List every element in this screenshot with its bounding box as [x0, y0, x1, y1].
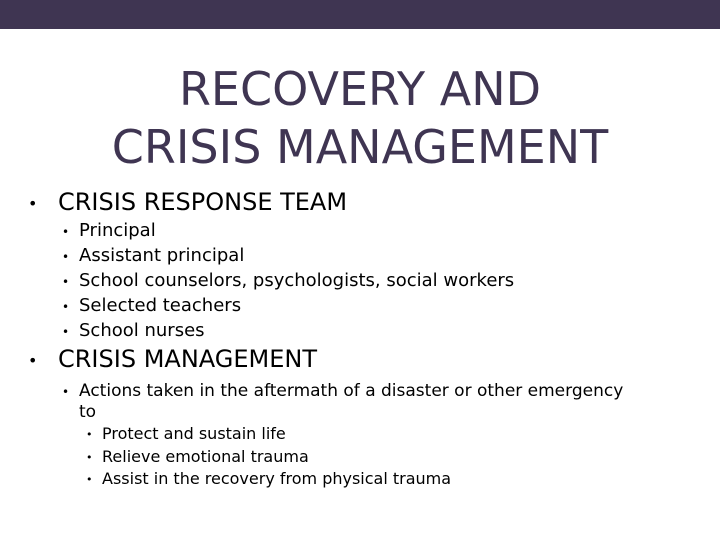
list-item-text: School nurses	[79, 320, 205, 341]
bullet-icon: •	[28, 194, 38, 213]
title-line-2: CRISIS MANAGEMENT	[111, 120, 609, 174]
sub-list-item-text: Assist in the recovery from physical trauma	[102, 469, 452, 488]
sub-list-item-text: Protect and sustain life	[102, 424, 286, 443]
list-item-text-line-2: to	[79, 402, 97, 422]
bullet-icon: •	[86, 473, 93, 486]
bullet-icon: •	[62, 225, 70, 239]
list-item-text: Principal	[79, 220, 156, 241]
bullet-icon: •	[86, 428, 93, 441]
section-heading-text: CRISIS RESPONSE TEAM	[58, 188, 348, 216]
list-item-text: School counselors, psychologists, social workers	[79, 270, 515, 291]
title-line-1: RECOVERY AND	[178, 62, 542, 116]
bullet-icon: •	[62, 275, 70, 289]
bullet-icon: •	[62, 300, 70, 314]
bullet-icon: •	[62, 325, 70, 339]
bullet-icon: •	[62, 250, 70, 264]
slide-title	[0, 60, 720, 176]
section-heading-text: CRISIS MANAGEMENT	[58, 345, 318, 373]
bullet-icon: •	[28, 351, 38, 370]
sub-list-item-text: Relieve emotional trauma	[102, 447, 309, 466]
list-item-text: Assistant principal	[79, 245, 245, 266]
top-accent-bar	[0, 0, 720, 29]
bullet-icon: •	[62, 385, 70, 399]
list-item-text: Selected teachers	[79, 295, 242, 316]
bullet-icon: •	[86, 451, 93, 464]
list-item-text-line-1: Actions taken in the aftermath of a disaster or other emergency	[79, 381, 624, 401]
